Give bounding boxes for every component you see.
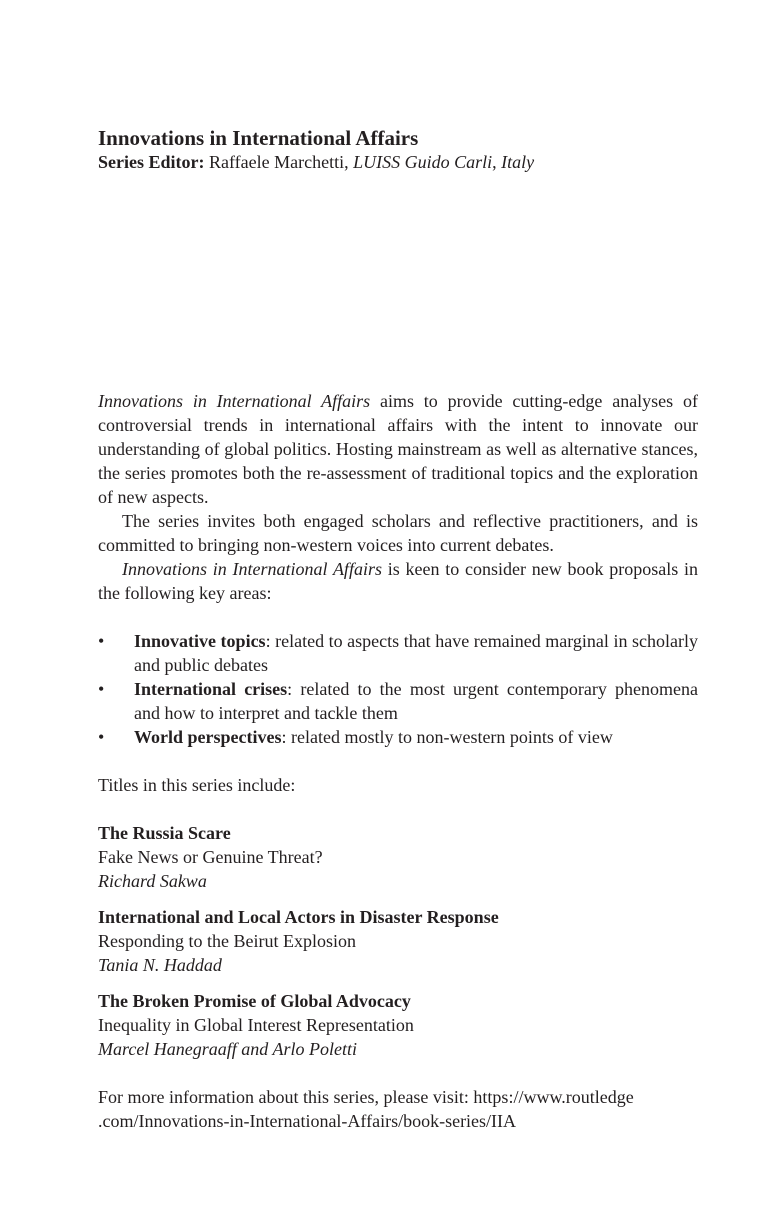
- key-area-description: : related mostly to non-western points of view: [281, 727, 613, 747]
- book-subtitle: Fake News or Genuine Threat?: [98, 847, 323, 867]
- series-name-italic: Innovations in International Affairs: [122, 559, 382, 579]
- book-author: Richard Sakwa: [98, 871, 207, 891]
- book-entry: [98, 905, 698, 977]
- book-subtitle: Inequality in Global Interest Representation: [98, 1015, 414, 1035]
- description-paragraph-2: The series invites both engaged scholars and reflective practitioners, and is committed to bringing non-western voices into current debates.: [98, 511, 698, 555]
- more-info: [98, 1085, 698, 1133]
- book-subtitle: Responding to the Beirut Explosion: [98, 931, 356, 951]
- book-author: Tania N. Haddad: [98, 955, 222, 975]
- series-editor-country: Italy: [501, 152, 535, 172]
- key-area-item: [98, 677, 698, 725]
- key-area-term: World perspectives: [134, 727, 282, 747]
- description-paragraph-3: [98, 557, 698, 605]
- key-area-item: [98, 725, 698, 749]
- description-paragraph-1-text: aims to provide cutting-edge analyses of controversial trends in international affairs with the intent to innovate our understanding of global politics. Hosting mainstream as well as alternative stances, the series promotes both the re-assessment of traditional topics and the exploration of new aspects.: [98, 391, 698, 507]
- more-info-line-1: For more information about this series, please visit: https://www.routledge: [98, 1087, 634, 1107]
- description-paragraph-3-text: is keen to consider new book proposals in the following key areas:: [98, 559, 698, 603]
- series-title: Innovations in International Affairs: [98, 126, 419, 150]
- key-area-description: : related to the most urgent contemporary phenomena and how to interpret and tackle them: [134, 679, 698, 723]
- bullet-icon: •: [98, 679, 105, 699]
- key-area-item: [98, 629, 698, 677]
- series-editor-label: Series Editor:: [98, 152, 205, 172]
- series-editor-affiliation: LUISS Guido Carli: [353, 152, 493, 172]
- book-title: The Russia Scare: [98, 823, 231, 843]
- key-area-term: Innovative topics: [134, 631, 266, 651]
- series-description: [98, 389, 698, 605]
- book-author: Marcel Hanegraaff and Arlo Poletti: [98, 1039, 357, 1059]
- bullet-icon: •: [98, 631, 105, 651]
- book-entry: [98, 989, 698, 1061]
- description-paragraph-1: [98, 389, 698, 509]
- series-name-italic: Innovations in International Affairs: [98, 391, 371, 411]
- key-area-description: : related to aspects that have remained marginal in scholarly and public debates: [134, 631, 698, 675]
- series-editor-separator: ,: [492, 152, 502, 172]
- book-title: The Broken Promise of Global Advocacy: [98, 991, 411, 1011]
- book-entry: [98, 821, 698, 893]
- book-title: International and Local Actors in Disaster Response: [98, 907, 499, 927]
- bullet-icon: •: [98, 727, 105, 747]
- key-area-term: International crises: [134, 679, 288, 699]
- key-areas-list: [98, 629, 698, 749]
- more-info-line-2: .com/Innovations-in-International-Affairs/book-series/IIA: [98, 1111, 517, 1131]
- series-editor-name: Raffaele Marchetti,: [204, 152, 354, 172]
- series-editor-line: [98, 150, 534, 174]
- titles-intro: Titles in this series include:: [98, 775, 296, 795]
